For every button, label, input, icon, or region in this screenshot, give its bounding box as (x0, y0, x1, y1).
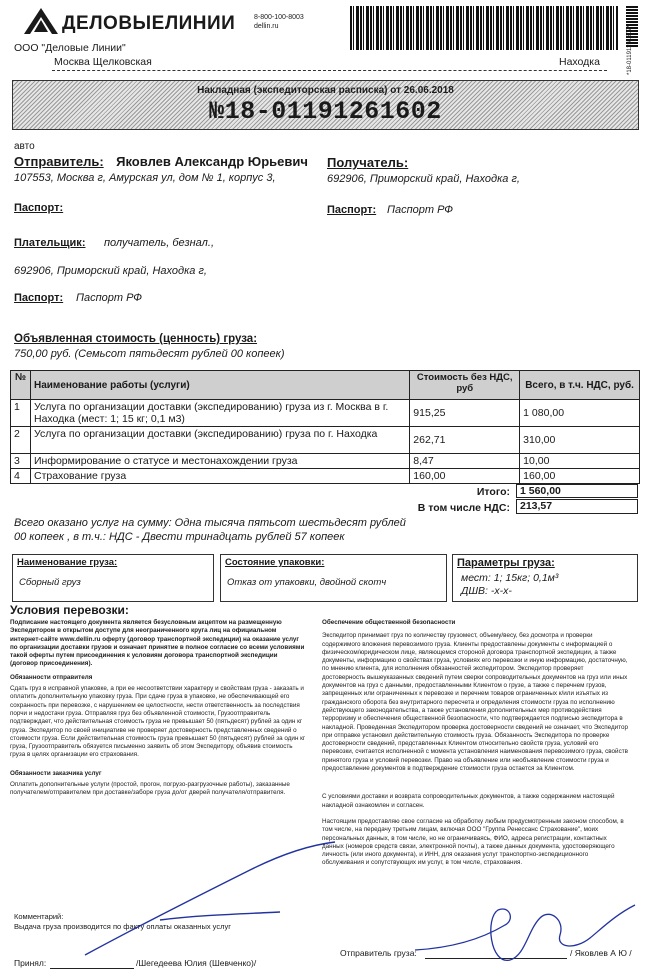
row-net: 915,25 (410, 400, 520, 427)
accepted-label: Принял: (14, 958, 47, 968)
signature-scribble-left (80, 840, 380, 960)
recipient-passport-value: Паспорт РФ (387, 204, 454, 216)
params-label: Параметры груза: (457, 557, 555, 569)
table-row (11, 469, 640, 484)
row-net: 160,00 (410, 469, 520, 484)
payer-passport-label: Паспорт: (14, 292, 64, 304)
row-total: 160,00 (520, 469, 640, 484)
declared-label: Объявленная стоимость (ценность) груза: (14, 333, 258, 345)
terms-title: Условия перевозки: (10, 603, 129, 617)
sender-name: Яковлев Александр Юрьевич (116, 154, 308, 169)
contact-site: dellin.ru (254, 23, 279, 30)
sender-block (14, 153, 324, 171)
vat-value: 213,57 (516, 499, 638, 514)
waybill-box (12, 80, 639, 130)
cargo-name-label: Наименование груза: (17, 557, 118, 568)
comment-label: Комментарий: (14, 912, 64, 921)
sum-in-words: Всего оказано услуг на сумму: Одна тысяча пятьсот шестьдесят рублей 00 копеек , в т.ч.: НДС - Двести тринадцать рублей 57 копеек (14, 517, 406, 543)
accepted-name: /Шегедеева Юлия (Шевченко)/ (136, 958, 257, 968)
table-row (11, 454, 640, 469)
row-service: Страхование груза (30, 469, 409, 484)
sender-duties-text: Сдать груз в исправной упаковке, а при ее несоответствии характеру и свойствам груза - заказать и оплатить дополнительную упаковку груза. При сдаче груза в упаковке, не обеспечивающей его сохранность при перевозке, с нарушением ее целостности, нести ответственность за последствия порчи и недостачи груза. Отправляя груз без объявленной стоимости, Грузоотправитель подтверждает, что действительная стоимость груза не превышает 50 (пятьдесят) рублей за один кг груза. Экспедитор по своей инициативе не проверяет достоверность представленных сведений о стоимости груза. Если действительная стоимость груза превышает 50 (пятьдесят) рублей за один кг груза, Грузоотправитель обязуется письменно заявить об этом Экспедитору, объявив стоимость груза в целях организации его страхования. (10, 685, 306, 759)
row-total: 10,00 (520, 454, 640, 469)
company-name: ООО "Деловые Линии" (14, 42, 126, 54)
table-header-row (11, 371, 640, 400)
side-barcode-code: *18-01191261602* (627, 25, 633, 75)
conditions-agreement: С условиями доставки и возврата сопроводительных документов, а также содержанием настоящей накладной ознакомлен и согласен. (322, 793, 615, 809)
contact-phone: 8-800-100-8003 (254, 14, 304, 21)
payer-passport-value: Паспорт РФ (76, 292, 143, 304)
row-net: 262,71 (410, 427, 520, 454)
cargo-name-value: Сборный груз (19, 577, 81, 588)
col-num-header: № (11, 371, 31, 400)
row-total: 310,00 (520, 427, 640, 454)
vat-label: В том числе НДС: (417, 502, 510, 514)
logo-mark-icon (22, 6, 60, 36)
security-text: Экспедитор принимает груз по количеству грузомест, объему/весу, без досмотра и проверки содержимого вложения перевозимого груза. Клиенты предоставлены документы с информацией о физическом/юридическом лице, являющемся стороной договора транспортной экспедиции, а также документы, информацию о свойствах груза, условиях его перевозки и иную информацию, достаточную, по мнению клиента, для исполнения обязанностей экспедитором. Экспедитор проверяет достоверность вышеуказанных сведений путем сверки сопроводительных документов на груз или иных документов на груз с данными, предоставленными Клиентом о грузе, а также с перечнем грузов, запрещенных или ограниченных к перевозке и перечнем товаров ограниченных к/или изъятых из гражданского оборота без внутритарного пересчета и определения стоимости груза по исполнению действующего законодательства, а также установления дополнительных мер противодействия терроризму и обеспечения общественной безопасности, что подтверждается подписью экспедитора в накладной. Проведенная Экспедитором проверка достоверности сведений не означает, что Экспедитор при отправке установил действительную стоимость груза. Обязанность Экспедитора по проверке достоверности сведений, представленных Клиентом относительно свойств груза, условий его перевозки, считается исполненной с момента установления наименования перевозимого груза, свойств принятого груза и условий перевозки. Право на объявление или необъявление стоимости груза и предоставление документов в подтверждение стоимости груза остается за Клиентом. (322, 632, 629, 773)
row-num: 4 (11, 469, 31, 484)
payer-address: 692906, Приморский край, Находка г, (14, 265, 207, 277)
services-table (10, 370, 640, 484)
recipient-label: Получатель: (327, 155, 409, 170)
transport-type: авто (14, 141, 35, 152)
route-from: Москва Щелковская (54, 56, 156, 68)
brand-name: ДЕЛОВЫЕЛИНИИ (62, 13, 236, 34)
sender-passport-label: Паспорт: (14, 202, 64, 214)
cargo-name-box (12, 554, 214, 602)
company-logo (22, 6, 272, 40)
packing-box (220, 554, 447, 602)
row-service: Услуга по организации доставки (экспедированию) груза из г. Москва в г. Находка (мест: 1; 15 кг; 0,1 м3) (30, 400, 409, 427)
col-net-header: Стоимость без НДС, руб (410, 371, 520, 400)
comment-text: Выдача груза производится по факту оплаты оказанных услуг (14, 922, 231, 931)
row-service: Информирование о статусе и местонахождении груза (30, 454, 409, 469)
packing-value: Отказ от упаковки, двойной скотч (227, 577, 387, 588)
recipient-address: 692906, Приморский край, Находка г, (327, 173, 520, 185)
packing-label: Состояние упаковки: (225, 557, 325, 568)
sender-duties-heading: Обязанности отправителя (10, 673, 93, 681)
sender-address: 107553, Москва г, Амурская ул, дом № 1, корпус 3, (14, 172, 276, 184)
row-total: 1 080,00 (520, 400, 640, 427)
params-box (452, 554, 638, 602)
row-service: Услуга по организации доставки (экспедированию) груза по г. Находка (30, 427, 409, 454)
customer-duties-text: Оплатить дополнительные услуги (простой, прогон, погрузо-разгрузочные работы), заказанные получателем/отправителем при доставке/заборе груза до/от дверей получателя/отправителя. (10, 781, 290, 797)
sender-sign-name: / Яковлев А Ю / (570, 948, 632, 958)
signature-scribble-right (410, 880, 640, 970)
row-num: 2 (11, 427, 31, 454)
terms-acceptance: Подписание настоящего документа является безусловным акцептом на размещенную Экспедитором в открытом доступе для неограниченного круга лиц на официальном интернет-сайте www.dellin.ru оферту (договор транспортной экспедиции) на оказание услуг по организации доставки грузов и означает принятие в полное согласие со всеми условиями такой оферты путем присоединения к условиям договора транспортной экспедиции (договор присоединения). (10, 619, 305, 668)
col-total-header: Всего, в т.ч. НДС, руб. (520, 371, 640, 400)
recipient-passport-label: Паспорт: (327, 204, 377, 216)
waybill-title: Накладная (экспедиторская расписка) от 26.06.2018 (197, 85, 454, 96)
security-heading: Обеспечение общественной безопасности (322, 619, 456, 626)
terms-right-column (322, 619, 628, 871)
total-label: Итого: (476, 486, 510, 498)
route-to: Находка (555, 56, 600, 68)
row-num: 3 (11, 454, 31, 469)
sender-sign-label: Отправитель груза: (340, 948, 417, 958)
col-name-header: Наименование работы (услуги) (30, 371, 409, 400)
customer-duties-heading: Обязанности заказчика услуг (10, 769, 102, 777)
table-row (11, 400, 640, 427)
terms-left-column (10, 619, 306, 801)
payer-value: получатель, безнал., (104, 237, 214, 249)
sender-label: Отправитель: (14, 154, 104, 169)
declared-value: 750,00 руб. (Семьсот пятьдесят рублей 00 копеек) (14, 348, 285, 360)
waybill-number: №18-01191261602 (209, 97, 442, 126)
row-net: 8,47 (410, 454, 520, 469)
params-value: мест: 1; 15кг; 0,1м³ (461, 572, 559, 584)
personal-data-consent: Настоящим предоставляю свое согласие на обработку любым предусмотренным законом способом, в том числе, на передачу третьим лицам, включая ООО "Группа Ренессанс Страхование", моих персональных данных, в том числе, но не ограничиваясь, ФИО, адреса регистрации, контактных данных (номеров средств связи, электронной почты), а также данных документа, удостоверяющего личность (или иного документа), и ИНН, для оказания услуг транспортно-экспедиционного обслуживания и сопутствующих им услуг, в том числе, страхования. (322, 817, 624, 867)
table-row (11, 427, 640, 454)
total-value: 1 560,00 (516, 484, 638, 498)
params-dims: ДШВ: -х-х- (461, 585, 512, 597)
row-num: 1 (11, 400, 31, 427)
top-barcode (350, 6, 618, 50)
payer-label: Плательщик: (14, 237, 86, 249)
